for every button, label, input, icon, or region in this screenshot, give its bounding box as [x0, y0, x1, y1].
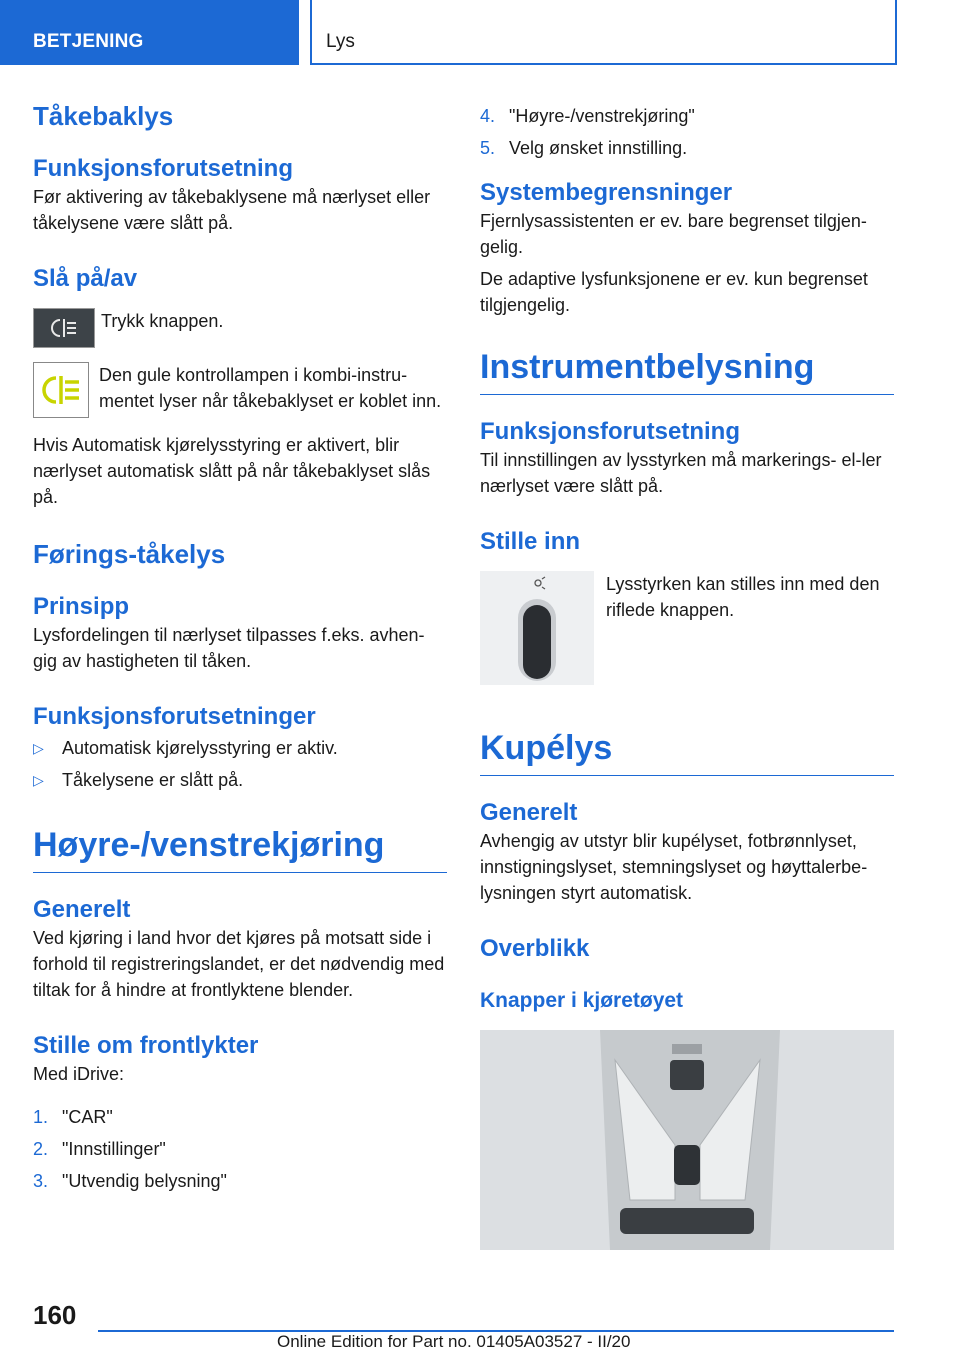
heading-instrumentbelysning: Instrumentbelysning: [480, 346, 894, 395]
header-section-label: BETJENING: [33, 31, 144, 52]
footer-edition: Online Edition for Part no. 01405A03527 - II/20: [277, 1332, 631, 1351]
text-system-1: Fjernlysassistenten er ev. bare begrenset tilgjen-gelig.: [480, 211, 867, 257]
list-item: ▷ Tåkelysene er slått på.: [33, 764, 447, 796]
text-generelt: Ved kjøring i land hvor det kjøres på motsatt side i forhold til registreringslandet, er det nødvendig med tiltak for å hindre at frontlyktene blender.: [33, 928, 445, 1000]
list-item: 5. Velg ønsket innstilling.: [480, 138, 688, 158]
heading-forings-takelys: Førings-tåkelys: [33, 539, 226, 569]
list-item: 1. "CAR": [33, 1107, 113, 1127]
heading-funksjonsforutsetninger: Funksjonsforutsetninger: [33, 703, 316, 730]
knob-row: [480, 571, 894, 685]
header-section-tab: [0, 0, 299, 65]
fog-button-row: [33, 308, 447, 348]
text-system-2: De adaptive lysfunksjonene er ev. kun begrenset tilgjengelig.: [480, 269, 868, 315]
heading-knapper-i-kjoretoyet: Knapper i kjøretøyet: [480, 989, 684, 1012]
indicator-lamp-row: [33, 362, 447, 418]
text-med-idrive: Med iDrive:: [33, 1064, 125, 1084]
roof-console-image: [480, 1030, 894, 1250]
triangle-bullet-icon: ▷: [33, 740, 44, 756]
list-item: ▷ Automatisk kjørelysstyring er aktiv.: [33, 732, 447, 764]
list-item: 3. "Utvendig belysning": [33, 1171, 227, 1191]
rear-fog-light-button-icon: [33, 308, 95, 348]
heading-kupelys: Kupélys: [480, 727, 894, 776]
text-stille-inn: Lysstyrken kan stilles inn med den riflede knappen.: [606, 574, 880, 620]
heading-generelt-right: Generelt: [480, 799, 578, 826]
heading-overblikk: Overblikk: [480, 935, 590, 962]
left-column: [33, 100, 447, 1197]
heading-sla-pa-av: Slå på/av: [33, 265, 138, 292]
heading-funksjonsforutsetning: Funksjonsforutsetning: [33, 155, 293, 182]
heading-hoyre-venstrekjoring: Høyre-/venstrekjøring: [33, 824, 447, 873]
rear-fog-indicator-lamp-icon: [33, 362, 89, 418]
text-trykk-knappen: Trykk knappen.: [101, 311, 224, 331]
text-generelt-right: Avhengig av utstyr blir kupélyset, fotbrønnlyset, innstigningslyset, stemningslyset og høyttalerbe-lysningen styrt automatisk.: [480, 831, 868, 903]
heading-stille-om-frontlykter: Stille om frontlykter: [33, 1032, 259, 1059]
heading-systembegrensninger: Systembegrensninger: [480, 179, 733, 206]
text-kontrollampe: Den gule kontrollampen i kombi-instru-mentet lyser når tåkebaklyset er koblet inn.: [99, 365, 442, 411]
header-chapter-label: Lys: [326, 31, 355, 52]
heading-takebaklys: Tåkebaklys: [33, 101, 174, 131]
list-item: 4. "Høyre-/venstrekjøring": [480, 106, 695, 126]
header-chapter-box: [310, 0, 897, 65]
text-forutsetning-right: Til innstillingen av lysstyrken må markerings- el-ler nærlyset være slått på.: [480, 450, 882, 496]
text-forutsetning: Før aktivering av tåkebaklysene må nærlyset eller tåkelysene være slått på.: [33, 187, 431, 233]
right-column: [480, 100, 894, 1250]
brightness-knob-image: [480, 571, 594, 685]
heading-stille-inn: Stille inn: [480, 528, 581, 555]
page-number: 160: [33, 1300, 77, 1330]
text-prinsipp: Lysfordelingen til nærlyset tilpasses f.eks. avhen-gig av hastigheten til tåken.: [33, 625, 425, 671]
text-automatisk: Hvis Automatisk kjørelysstyring er aktivert, blir nærlyset automatisk slått på når tåkebaklyset slås på.: [33, 435, 431, 507]
heading-funksjonsforutsetning-right: Funksjonsforutsetning: [480, 418, 740, 445]
list-item: 2. "Innstillinger": [33, 1139, 166, 1159]
triangle-bullet-icon: ▷: [33, 772, 44, 788]
heading-prinsipp: Prinsipp: [33, 593, 130, 620]
heading-generelt: Generelt: [33, 896, 131, 923]
